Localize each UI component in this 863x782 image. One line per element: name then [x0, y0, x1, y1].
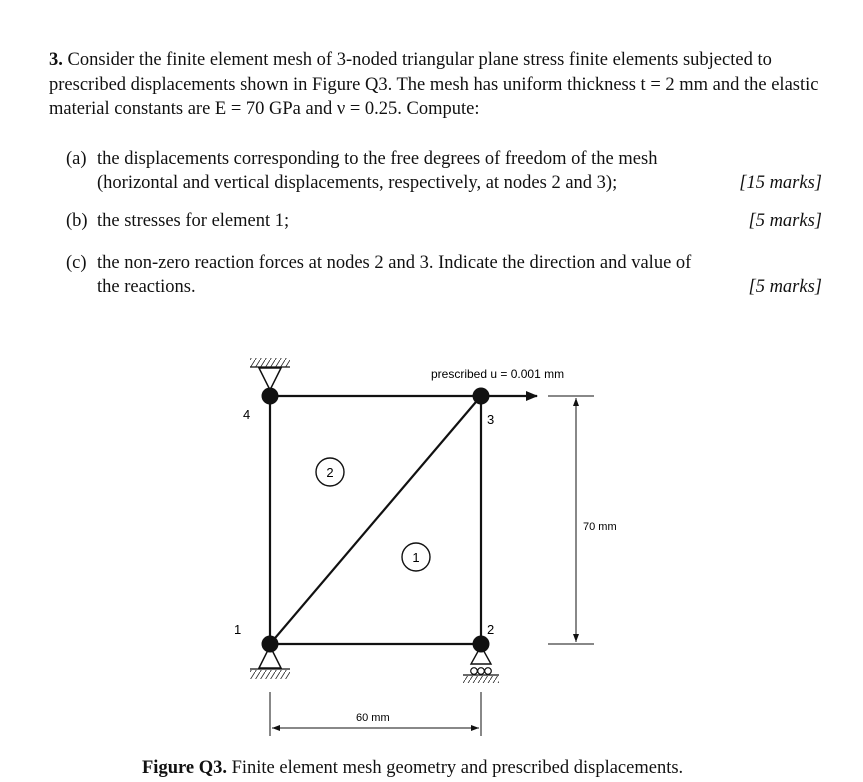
- part-marks: [5 marks]: [748, 277, 822, 297]
- node-label-1: 1: [234, 622, 242, 637]
- part-marks: [5 marks]: [748, 211, 822, 231]
- node-label-4: 4: [243, 407, 251, 422]
- height-dimension-label: 70 mm: [583, 521, 617, 533]
- prescribed-label: prescribed u = 0.001 mm: [431, 367, 565, 381]
- part-label: (b): [66, 211, 88, 231]
- part-text: the non-zero reaction forces at nodes 2 and 3. Indicate the direction and value of the reactions.: [97, 253, 692, 297]
- part-marks: [15 marks]: [739, 173, 822, 193]
- element-label-1: 1: [412, 550, 420, 565]
- figure-caption-text: Finite element mesh geometry and prescribed displacements.: [226, 758, 684, 778]
- width-dimension-label: 60 mm: [356, 712, 390, 724]
- support-node-4: [250, 358, 290, 390]
- figure-caption: [142, 758, 683, 779]
- node-4: [262, 388, 279, 405]
- node-3: [473, 388, 490, 405]
- part-label: (a): [66, 149, 87, 169]
- question-number: 3.: [49, 50, 63, 70]
- node-1: [262, 636, 279, 653]
- mesh-edges: [270, 396, 481, 644]
- node-label-3: 3: [487, 412, 495, 427]
- part-label: (c): [66, 253, 87, 273]
- part-text: the displacements corresponding to the free degrees of freedom of the mesh (horizontal and vertical displacements, respectively, at nodes 2 and 3);: [97, 149, 658, 193]
- question-body: Consider the finite element mesh of 3-noded triangular plane stress finite elements subjected to prescribed displacements shown in Figure Q3. The mesh has uniform thickness t = 2 mm and the elastic material constants are E = 70 GPa and ν = 0.25. Compute:: [49, 50, 819, 119]
- node-label-2: 2: [487, 622, 495, 637]
- height-dimension: [548, 396, 594, 644]
- figure-caption-label: Figure Q3.: [142, 758, 227, 778]
- edge-1-3: [270, 396, 481, 644]
- element-label-2: 2: [326, 465, 334, 480]
- part-text: the stresses for element 1;: [97, 211, 290, 231]
- node-2: [473, 636, 490, 653]
